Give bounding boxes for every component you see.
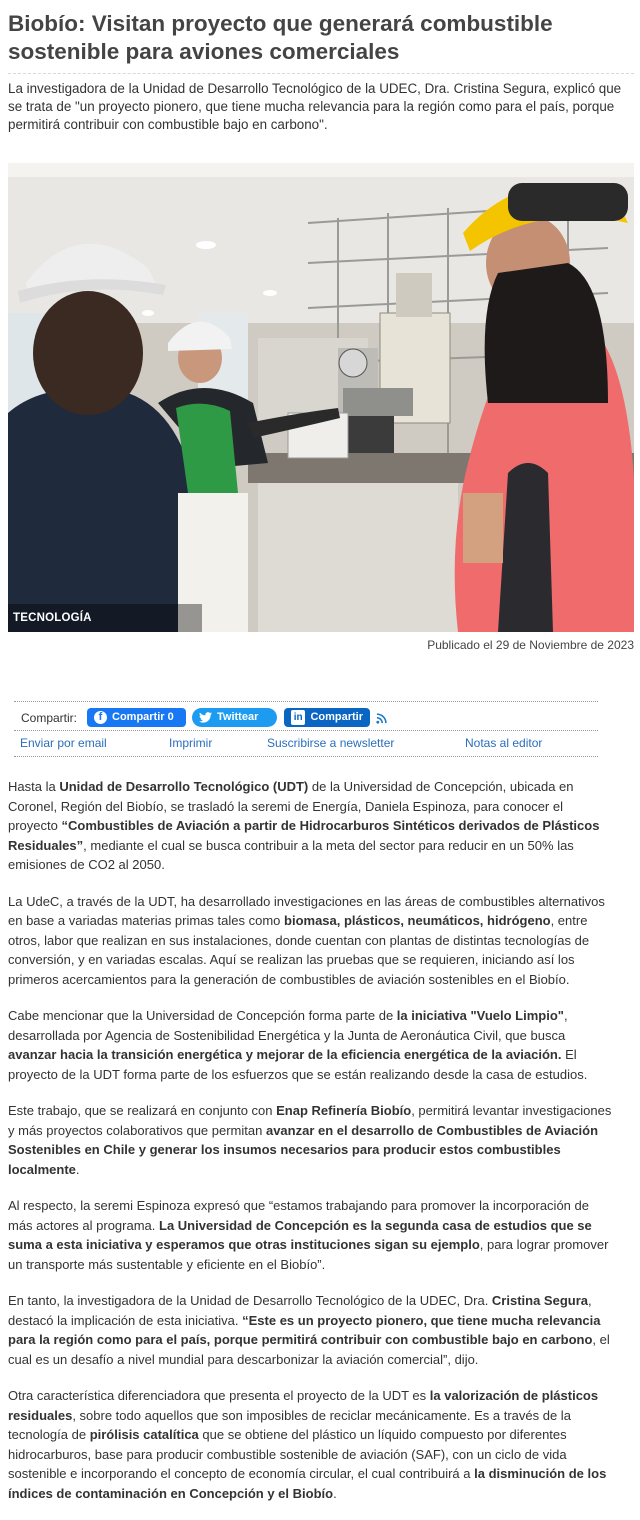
linkedin-icon: in bbox=[291, 710, 305, 725]
facebook-share-label: Compartir 0 bbox=[112, 711, 174, 723]
publish-date: Publicado el 29 de Noviembre de 2023 bbox=[427, 638, 634, 652]
rss-icon[interactable] bbox=[376, 711, 387, 729]
body-text-run: El proyecto de la UDT forma parte de los esfuerzos que se están realizando desde la casa de estudios. bbox=[8, 1047, 588, 1082]
email-link[interactable]: Enviar por email bbox=[20, 736, 107, 750]
body-paragraph bbox=[8, 1196, 612, 1274]
share-toolbar bbox=[14, 701, 598, 757]
bold-text: avanzar en el desarrollo de Combustibles de Aviación Sostenibles en Chile y generar los insumos necesarios para producir estos combustibles localmente bbox=[8, 1122, 599, 1177]
article-photo bbox=[8, 163, 634, 632]
body-paragraph bbox=[8, 777, 612, 875]
linkedin-share-label: Compartir bbox=[310, 711, 363, 723]
print-link[interactable]: Imprimir bbox=[169, 736, 213, 750]
body-text-run: , desarrollada por Agencia de Sostenibilidad Energética y la Junta de Aeronáutica Civil, que busca bbox=[8, 1008, 568, 1043]
share-label: Compartir: bbox=[21, 711, 78, 725]
linkedin-share-button[interactable] bbox=[284, 708, 370, 727]
body-paragraph bbox=[8, 892, 612, 990]
bold-text: Unidad de Desarrollo Tecnológico (UDT) bbox=[59, 779, 309, 794]
body-text-run: , mediante el cual se busca contribuir a la meta del sector para reducir en un 50% las emisiones de CO2 al 2050. bbox=[8, 837, 574, 872]
body-text-run: , para lograr promover un transporte más sustentable y eficiente en el Biobío”. bbox=[8, 1237, 609, 1272]
body-text-run: La UdeC, a través de la UDT, ha desarrollado investigaciones en las áreas de combustibles alternativos en base a variadas materias primas tales como bbox=[8, 893, 605, 928]
body-text-run: , destacó la implicación de esta iniciativa. bbox=[8, 1293, 592, 1328]
body-paragraph bbox=[8, 1386, 612, 1503]
body-text-run: , sobre todo aquellos que son imposibles de reciclar mecánicamente. Es a través de la tecnología de bbox=[8, 1407, 571, 1442]
body-text-run: , el cual es un desafío a nivel mundial para descarbonizar la aviación comercial”, dijo. bbox=[8, 1332, 610, 1367]
twitter-share-label: Twittear bbox=[217, 711, 259, 723]
body-text-run: Cabe mencionar que la Universidad de Concepción forma parte de bbox=[8, 1008, 397, 1023]
share-bottom-divider bbox=[14, 756, 598, 757]
share-top-divider bbox=[14, 701, 598, 702]
bold-text: La Universidad de Concepción es la segunda casa de estudios que se suma a esta iniciativa y esperamos que otras instituciones sigan su ejemplo bbox=[8, 1217, 592, 1252]
body-text-run: que se obtiene del plástico un líquido compuesto por diferentes hidrocarburos, base para producir combustible sostenible de aviación (SAF), con un ciclo de vida sostenible e incorporando el concepto de economía circular, el cual contribuirá a bbox=[8, 1427, 567, 1481]
bold-text: Cristina Segura bbox=[491, 1293, 589, 1308]
share-middle-divider bbox=[14, 730, 598, 731]
bold-text: “Este es un proyecto pionero, que tiene mucha relevancia para la región como para el país, porque permitirá contribuir con combustible bajo en carbono bbox=[8, 1312, 601, 1347]
body-text-run: , entre otros, labor que realizan en sus instalaciones, donde cuentan con plantas de distintas tecnologías de conversión, y en variadas escalas. Aquí se realizan las pruebas que se requieren, iniciando así los primeros acercamientos para la generación de combustibles de aviación sostenibles en el Biobío. bbox=[8, 913, 590, 987]
facebook-share-button[interactable] bbox=[87, 708, 186, 727]
facebook-icon: f bbox=[94, 711, 107, 724]
body-text-run: , permitirá levantar investigaciones y más proyectos colaborativos que permitan bbox=[8, 1103, 612, 1138]
body-text-run: Este trabajo, que se realizará en conjunto con bbox=[8, 1103, 277, 1118]
title-divider bbox=[8, 73, 634, 74]
editor-notes-link[interactable]: Notas al editor bbox=[465, 736, 543, 750]
body-text-run: Hasta la bbox=[8, 779, 60, 794]
article-body bbox=[8, 777, 612, 1520]
body-text-run: En tanto, la investigadora de la Unidad de Desarrollo Tecnológico de la UDEC, Dra. bbox=[8, 1293, 492, 1308]
category-tag[interactable]: TECNOLOGÍA bbox=[8, 604, 202, 632]
article-title: Biobío: Visitan proyecto que generará combustible sostenible para aviones comerciales bbox=[8, 11, 553, 64]
bold-text: la iniciativa "Vuelo Limpio" bbox=[396, 1008, 564, 1023]
bold-text: pirólisis catalítica bbox=[89, 1427, 199, 1442]
twitter-bird-icon bbox=[199, 712, 212, 723]
body-text-run: Otra característica diferenciadora que presenta el proyecto de la UDT es bbox=[8, 1388, 430, 1403]
body-text-run: Al respecto, la seremi Espinoza expresó que “estamos trabajando para promover la incorporación de más actores al programa. bbox=[8, 1198, 589, 1233]
newsletter-link[interactable]: Suscribirse a newsletter bbox=[267, 736, 395, 750]
article-lead: La investigadora de la Unidad de Desarrollo Tecnológico de la UDEC, Dra. Cristina Segura, explicó que se trata de "un proyecto pionero, que tiene mucha relevancia para la región como para el país, porque permitirá contribuir con combustible bajo en carbono". bbox=[8, 81, 622, 132]
body-paragraph bbox=[8, 1101, 612, 1179]
body-text-run: . bbox=[333, 1485, 337, 1501]
bold-text: la disminución de los índices de contaminación en Concepción y el Biobío bbox=[8, 1466, 607, 1501]
body-text-run: de la Universidad de Concepción, ubicada en Coronel, Región del Biobío, se trasladó la seremi de Energía, Daniela Espinoza, para conocer el proyecto bbox=[8, 779, 574, 833]
bold-text: “Combustibles de Aviación a partir de Hidrocarburos Sintéticos derivados de Plásticos Residuales” bbox=[8, 818, 600, 853]
body-text-run: . bbox=[75, 1161, 80, 1177]
twitter-share-button[interactable] bbox=[192, 708, 277, 727]
body-paragraph bbox=[8, 1291, 612, 1369]
laboratory-photo-illustration bbox=[8, 163, 634, 632]
bold-text: la valorización de plásticos residuales bbox=[8, 1388, 599, 1423]
bold-text: Enap Refinería Biobío bbox=[276, 1103, 412, 1118]
bold-text: biomasa, plásticos, neumáticos, hidrógeno bbox=[284, 913, 551, 928]
body-paragraph bbox=[8, 1006, 612, 1084]
bold-text: avanzar hacia la transición energética y mejorar de la eficiencia energética de la aviación. bbox=[8, 1047, 562, 1062]
